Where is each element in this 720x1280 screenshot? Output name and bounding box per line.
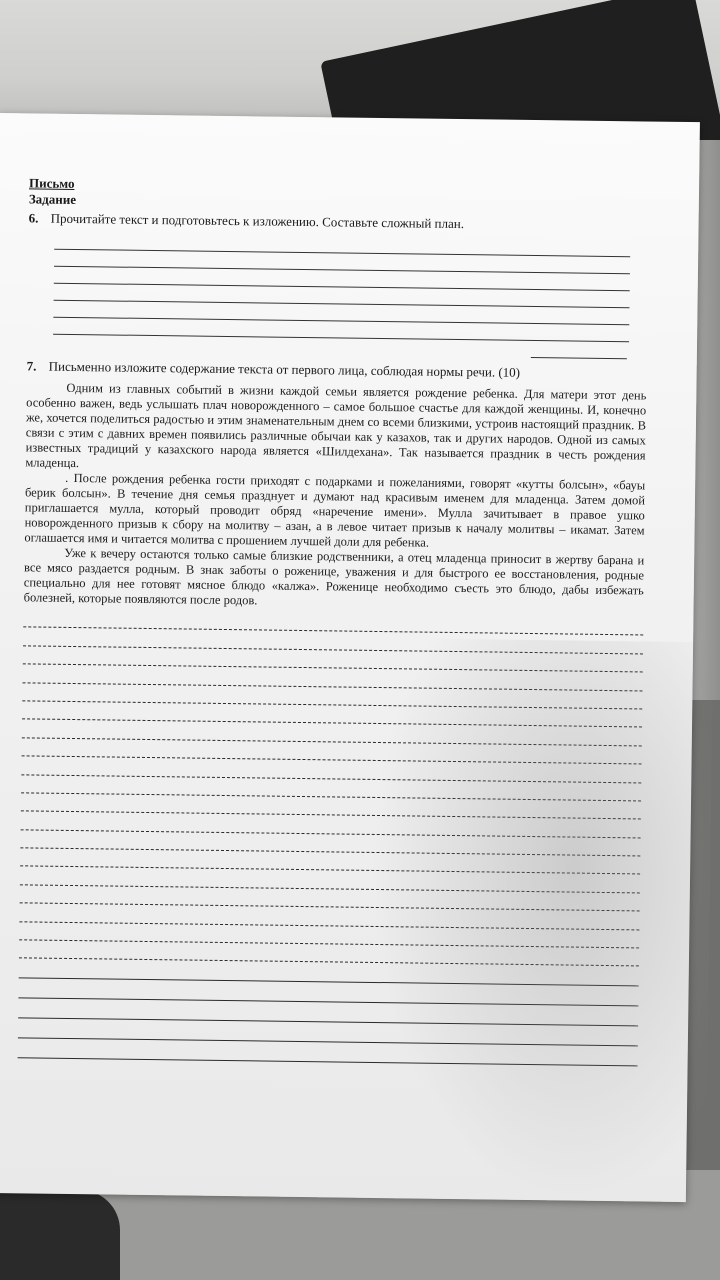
task-6-number: 6. xyxy=(28,210,39,226)
task-6-text: Прочитайте текст и подготовьтесь к изложению. Составьте сложный план. xyxy=(50,210,465,232)
worksheet-page xyxy=(0,113,700,1202)
section-title: Письмо xyxy=(28,175,75,191)
background-dark-corner xyxy=(0,1190,120,1280)
task-7 xyxy=(27,357,647,382)
answer-writing-area[interactable] xyxy=(18,609,644,1066)
subsection-title: Задание xyxy=(28,191,77,208)
worksheet-content xyxy=(18,175,650,1066)
task-7-text: Письменно изложите содержание текста от первого лица, соблюдая нормы речи. (10) xyxy=(48,358,521,380)
passage-paragraph: . После рождения ребенка гости приходят с подарками и пожеланиями, говорят «кутты болсын», «бауы берик болсын». В течение дня семья празднует и думают над красивым именем для младенца. Затем домой приглашается мулла, который проводит обряд «наречение имени». Мулла зачитывает в правое ушко новорожденного призыв к сбору на молитву – азан, а в левое читает призыв к началу молитвы – икамат. Затем оглашается имя и читается молитва с прошением лучшей доли для ребенка. xyxy=(24,470,646,550)
plan-writing-area[interactable] xyxy=(53,233,649,360)
task-7-number: 7. xyxy=(26,358,37,374)
plan-line[interactable] xyxy=(531,341,627,359)
passage-paragraph: Уже к вечеру остаются только самые близкие родственники, а отец младенца приносит в жертву барана и все мясо раздается родным. В знак заботы о роженице, уважения и для быстрого ее восстановления, родные специально для нее готовят мясное блюдо «калжа». Роженице необходимо съесть это блюдо, дабы избежать болезней, которые появляются после родов. xyxy=(23,545,645,608)
passage-paragraph: Одним из главных событий в жизни каждой семьи является рождение ребенка. Для матери этот день особенно важен, ведь услышать плач новорожденного – самое большое счастье для каждой женщины. И, конечно же, хочется поделиться радостью и этим знаменательным днем со всеми близкими, устроив настоящий праздник. В связи с этим с давних времен появились различные обычаи как у казахов, так и других народов. Одной из самых известных традиций у казахского народа является «Шилдехана». Так называется праздник в честь рождения младенца. xyxy=(25,380,647,471)
reading-passage xyxy=(24,380,647,613)
